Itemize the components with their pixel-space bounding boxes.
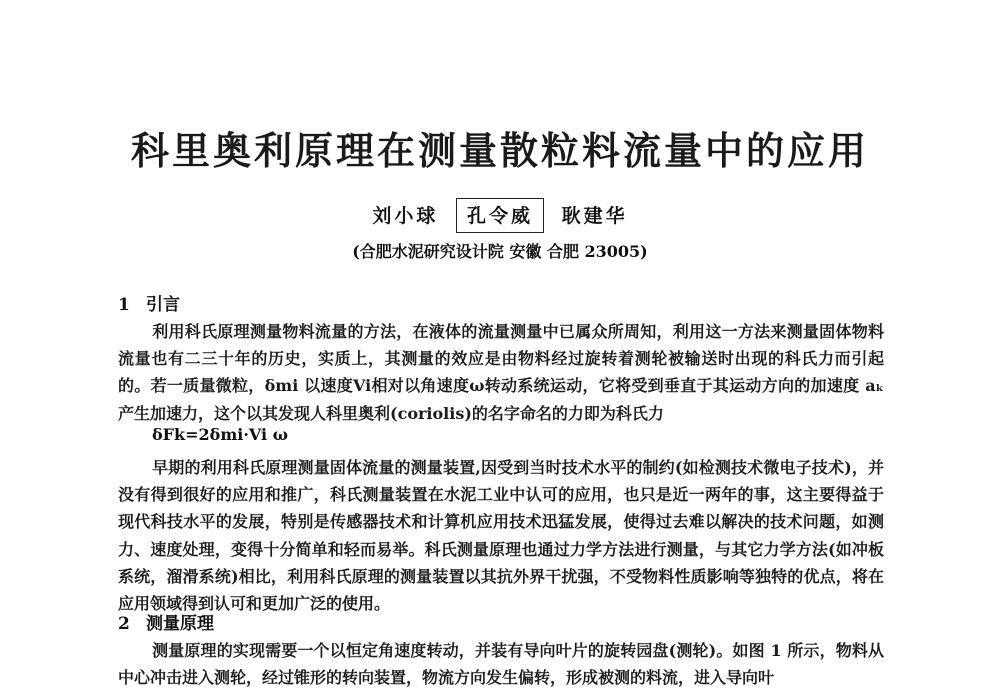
section-1-heading xyxy=(118,290,180,315)
section-2-paragraph-1-text: 测量原理的实现需要一个以恒定角速度转动，并装有导向叶片的旋转园盘(测轮)。如图 1 所示，物料从中心冲击进入测轮，经过锥形的转向装置，物流方向发生偏转，形成被测的料流，进入导向叶 xyxy=(118,641,884,688)
section-1-paragraph-2 xyxy=(118,454,884,617)
section-1-title: 引言 xyxy=(146,295,180,315)
section-1-number: 1 xyxy=(118,295,130,315)
section-1-paragraph-2-text: 早期的利用科氏原理测量固体流量的测量装置,因受到当时技术水平的制约(如检测技术微电子技术)，并没有得到很好的应用和推广，科氏测量装置在水泥工业中认可的应用，也只是近一两年的事，这主要得益于现代科技水平的发展，特别是传感器技术和计算机应用技术迅猛发展，使得过去难以解决的技术问题，如测力、速度处理，变得十分简单和轻而易举。科氏测量原理也通过力学方法进行测量，与其它力学方法(如冲板系统，溜滑系统)相比，利用科氏原理的测量装置以其抗外界干扰强，不受物料性质影响等独特的优点，将在应用领域得到认可和更加广泛的使用。 xyxy=(118,458,884,614)
section-2-heading xyxy=(118,609,214,634)
section-2-title: 测量原理 xyxy=(146,614,214,634)
author-line xyxy=(0,198,1000,233)
section-2-number: 2 xyxy=(118,614,130,634)
section-1-paragraph-1-text: 利用科氏原理测量物料流量的方法，在液体的流量测量中已属众所周知，利用这一方法来测量固体物料流量也有二三十年的历史，实质上，其测量的效应是由物料经过旋转着测轮被输送时出现的科氏力而引起的。若一质量微粒，δmi 以速度Vi相对以角速度ω转动系统运动，它将受到垂直于其运动方向的加速度 aₖ产生加速力，这个以其发现人科里奥利(coriolis)的名字命名的力即为科氏力 xyxy=(118,322,884,423)
author-boxed: 孔令威 xyxy=(456,198,544,233)
section-1-paragraph-1 xyxy=(118,318,884,427)
coriolis-formula: δFk=2δmi·Vi ω xyxy=(152,425,288,444)
section-2-paragraph-1 xyxy=(118,637,884,691)
author-last: 耿建华 xyxy=(561,205,628,227)
author-first: 刘小球 xyxy=(372,205,439,227)
paper-title: 科里奥利原理在测量散粒料流量中的应用 xyxy=(130,129,869,173)
affiliation: (合肥水泥研究设计院 安徽 合肥 23005) xyxy=(352,242,648,261)
